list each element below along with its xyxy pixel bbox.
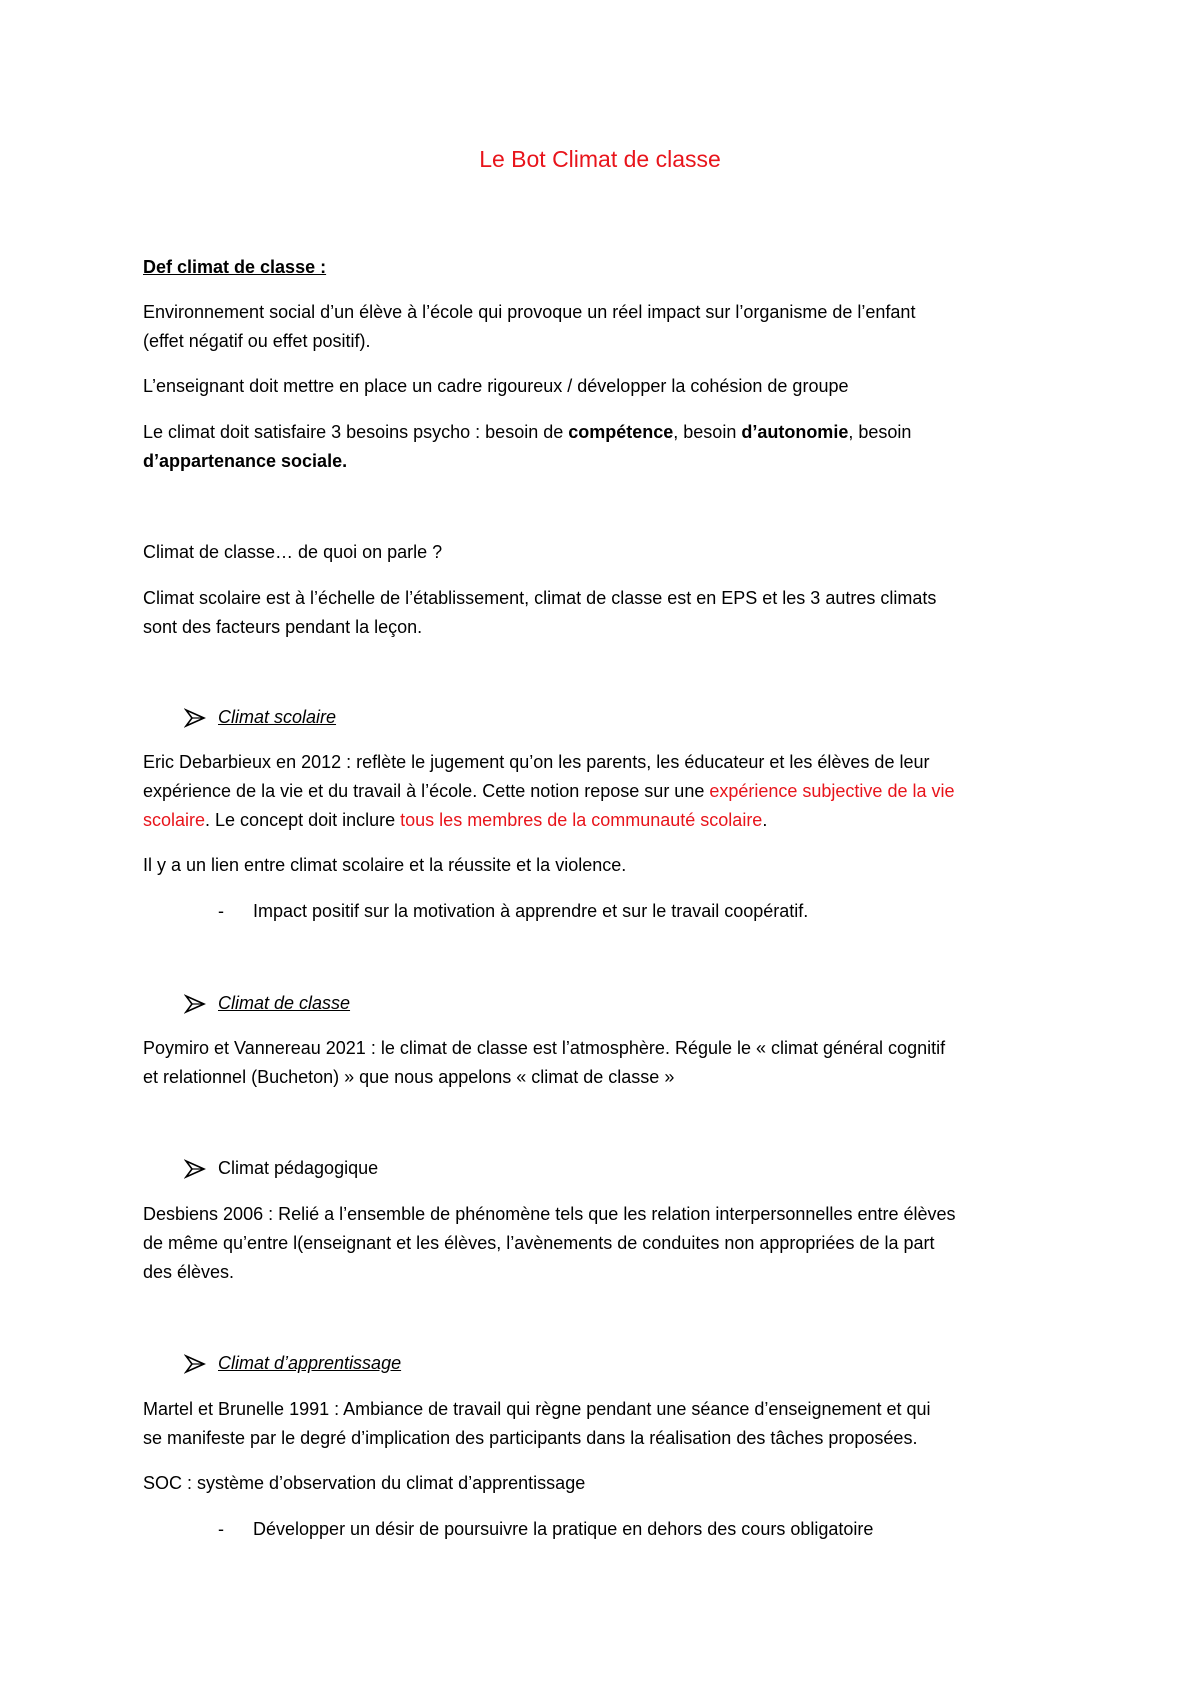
arrow-bullet-icon	[184, 1354, 206, 1374]
arrow-bullet-icon	[184, 708, 206, 728]
eric-line-2	[143, 777, 1083, 806]
section-title-climat-pedagogique: Climat pédagogique	[218, 1158, 379, 1178]
besoins-competence: compétence	[568, 422, 674, 442]
besoins-text-c: , besoin	[673, 422, 742, 442]
dash-item-impact-text: Impact positif sur la motivation à apprendre et sur le travail coopératif.	[253, 901, 809, 921]
besoins-line-1	[143, 418, 1083, 447]
soc-paragraph: SOC : système d’observation du climat d’apprentissage	[143, 1473, 586, 1493]
dash-item-developper-text: Développer un désir de poursuivre la pratique en dehors des cours obligatoire	[253, 1519, 874, 1539]
eric-highlight-2: tous les membres de la communauté scolaire	[400, 810, 763, 830]
section-climat-pedagogique	[184, 1154, 378, 1183]
eric-line-3	[143, 806, 1083, 835]
eric-line-1: Eric Debarbieux en 2012 : reflète le jugement qu’on les parents, les éducateur et les élèves de leur	[143, 752, 930, 772]
besoins-text-e: , besoin	[848, 422, 912, 442]
definition-heading	[143, 253, 1083, 282]
scolaire-line-1: Climat scolaire est à l’échelle de l’établissement, climat de classe est en EPS et les 3 autres climats	[143, 588, 937, 608]
eric-highlight-1: expérience subjective de la vie	[709, 781, 955, 801]
arrow-bullet-icon	[184, 994, 206, 1014]
enseignant-paragraph: L’enseignant doit mettre en place un cadre rigoureux / développer la cohésion de groupe	[143, 376, 849, 396]
section-title-climat-de-classe: Climat de classe	[218, 993, 351, 1013]
definition-heading-text: Def climat de classe :	[143, 257, 327, 277]
definition-line-2: (effet négatif ou effet positif).	[143, 331, 371, 351]
desbiens-line-1: Desbiens 2006 : Relié a l’ensemble de phénomène tels que les relation interpersonnelles entre élèves	[143, 1204, 956, 1224]
section-title-climat-apprentissage: Climat d’apprentissage	[218, 1353, 402, 1373]
eric-text-3d: .	[762, 810, 768, 830]
eric-highlight-1b: scolaire	[143, 810, 206, 830]
section-climat-de-classe	[184, 989, 350, 1018]
scolaire-line-2: sont des facteurs pendant la leçon.	[143, 617, 423, 637]
section-climat-apprentissage	[184, 1349, 401, 1378]
desbiens-line-3: des élèves.	[143, 1262, 235, 1282]
definition-line-1: Environnement social d’un élève à l’école qui provoque un réel impact sur l’organisme de l’enfant	[143, 302, 916, 322]
lien-paragraph: Il y a un lien entre climat scolaire et la réussite et la violence.	[143, 855, 627, 875]
eric-text-2a: expérience de la vie et du travail à l’école. Cette notion repose sur une	[143, 781, 710, 801]
dash-item-impact	[218, 897, 808, 926]
besoins-text-a: Le climat doit satisfaire 3 besoins psycho : besoin de	[143, 422, 569, 442]
besoins-appartenance: d’appartenance sociale	[143, 451, 343, 471]
quoi-paragraph: Climat de classe… de quoi on parle ?	[143, 542, 443, 562]
eric-text-3b: . Le concept doit inclure	[205, 810, 401, 830]
dash-bullet-icon: -	[218, 901, 224, 921]
martel-line-1: Martel et Brunelle 1991 : Ambiance de travail qui règne pendant une séance d’enseignement et qui	[143, 1399, 931, 1419]
besoins-line-2	[143, 447, 1083, 476]
document-title: Le Bot Climat de classe	[479, 146, 721, 172]
poymiro-line-1: Poymiro et Vannereau 2021 : le climat de classe est l’atmosphère. Régule le « climat général cognitif	[143, 1038, 946, 1058]
section-climat-scolaire	[184, 703, 336, 732]
dash-item-developper	[218, 1515, 873, 1544]
desbiens-line-2: de même qu’entre l(enseignant et les élèves, l’avènements de conduites non appropriées de la part	[143, 1233, 935, 1253]
besoins-autonomie: d’autonomie	[741, 422, 849, 442]
besoins-period: .	[342, 451, 348, 471]
dash-bullet-icon: -	[218, 1519, 224, 1539]
martel-line-2: se manifeste par le degré d’implication des participants dans la réalisation des tâches proposées.	[143, 1428, 918, 1448]
arrow-bullet-icon	[184, 1159, 206, 1179]
section-title-climat-scolaire: Climat scolaire	[218, 707, 337, 727]
poymiro-line-2: et relationnel (Bucheton) » que nous appelons « climat de classe »	[143, 1067, 675, 1087]
